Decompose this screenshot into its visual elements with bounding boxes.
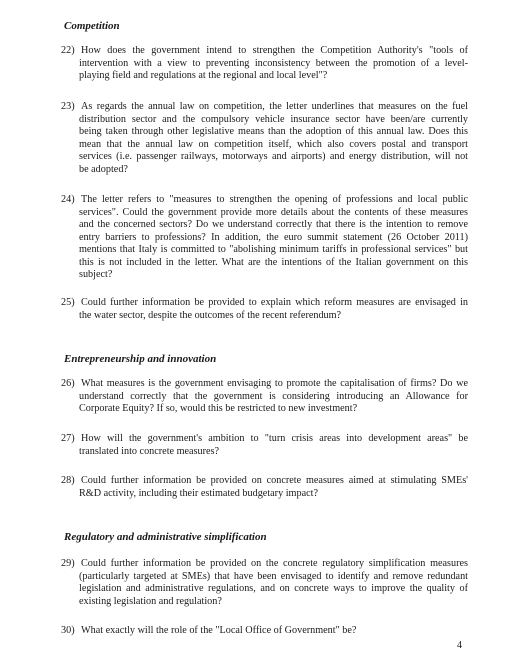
question-line: being taken through other legislative means than the adoption of this annual law. Does this (79, 126, 468, 137)
question-line: services (i.e. passenger railways, motorways and airports) and energy distribution, will not (79, 151, 468, 162)
question-line: subject? (79, 269, 113, 280)
question-line: mentions that Italy is committed to "abolishing minimum tariffs in professional services" but (79, 244, 468, 255)
question-line: this is not included in the letter. What are the intentions of the Italian government on this (79, 256, 468, 268)
question-number: 22) (61, 45, 75, 56)
question-number: 26) (61, 378, 75, 389)
question-line: be adopted? (79, 163, 128, 175)
question-29 (61, 558, 468, 608)
question-line: distribution sector and the compulsory vehicle insurance sector have been/are currently (79, 113, 468, 125)
question-line: existing legislation and regulation? (79, 595, 222, 607)
question-line: (particularly targeted at SMEs) that have been envisaged to identify and remove redundant (79, 570, 468, 582)
question-24 (61, 194, 468, 282)
question-number: 24) (61, 194, 75, 205)
question-30 (61, 625, 468, 638)
question-line: What measures is the government envisaging to promote the capitalisation of firms? Do we (81, 378, 468, 389)
question-number: 23) (61, 101, 75, 112)
page-number: 4 (457, 640, 462, 651)
question-line: entry barriers to professions? In addition, the euro summit statement (26 October 2011) (79, 231, 468, 243)
question-line: As regards the annual law on competition, the letter underlines that measures on the fuel (81, 101, 468, 112)
question-line: and the concerned sectors? Do we understand correctly that there is the intention to remove (79, 219, 468, 230)
question-line: How will the government's ambition to "turn crisis areas into development areas" be (81, 433, 468, 444)
question-number: 27) (61, 433, 75, 444)
question-line: legislation and administrative regulations, and on concrete ways to improve the quality of (79, 583, 468, 594)
question-line: playing field and regulations at the regional and local level"? (79, 70, 328, 81)
question-line: Could further information be provided to explain which reform measures are envisaged in (81, 297, 468, 308)
question-27 (61, 433, 468, 458)
question-number: 29) (61, 558, 75, 569)
question-number: 30) (61, 625, 75, 636)
question-line: What exactly will the role of the "Local Office of Government" be? (81, 625, 357, 636)
question-26 (61, 378, 468, 416)
question-line: The letter refers to "measures to strengthen the opening of professions and local public (81, 194, 468, 205)
question-line: Corporate Equity? If so, would this be restricted to new investment? (79, 403, 358, 414)
section-heading-competition: Competition (64, 20, 120, 32)
section-heading-entrepreneurship: Entrepreneurship and innovation (64, 353, 217, 365)
question-line: intervention with a view to preventing inconsistency between the promotion of a level- (79, 57, 468, 69)
question-number: 28) (61, 475, 75, 486)
question-line: Could further information be provided on concrete measures aimed at stimulating SMEs' (81, 475, 468, 486)
section-heading-regulatory: Regulatory and administrative simplification (64, 531, 267, 543)
question-25 (61, 297, 468, 322)
question-line: understand correctly that the government is considering introducing an Allowance for (79, 390, 468, 402)
question-22 (61, 45, 468, 83)
question-line: mean that the annual law on competition itself, which also covers postal and transport (79, 138, 468, 150)
question-line: translated into concrete measures? (79, 445, 220, 457)
question-23 (61, 101, 468, 176)
question-line: R&D activity, including their estimated budgetary impact? (79, 487, 318, 499)
question-line: the water sector, despite the outcomes of the recent referendum? (79, 309, 342, 321)
question-28 (61, 475, 468, 500)
question-line: Could further information be provided on the concrete regulatory simplification measures (81, 558, 468, 569)
question-line: services". Could the government provide more details about the contents of these measures (79, 206, 468, 218)
question-line: How does the government intend to strengthen the Competition Authority's "tools of (81, 45, 468, 56)
question-number: 25) (61, 297, 75, 308)
